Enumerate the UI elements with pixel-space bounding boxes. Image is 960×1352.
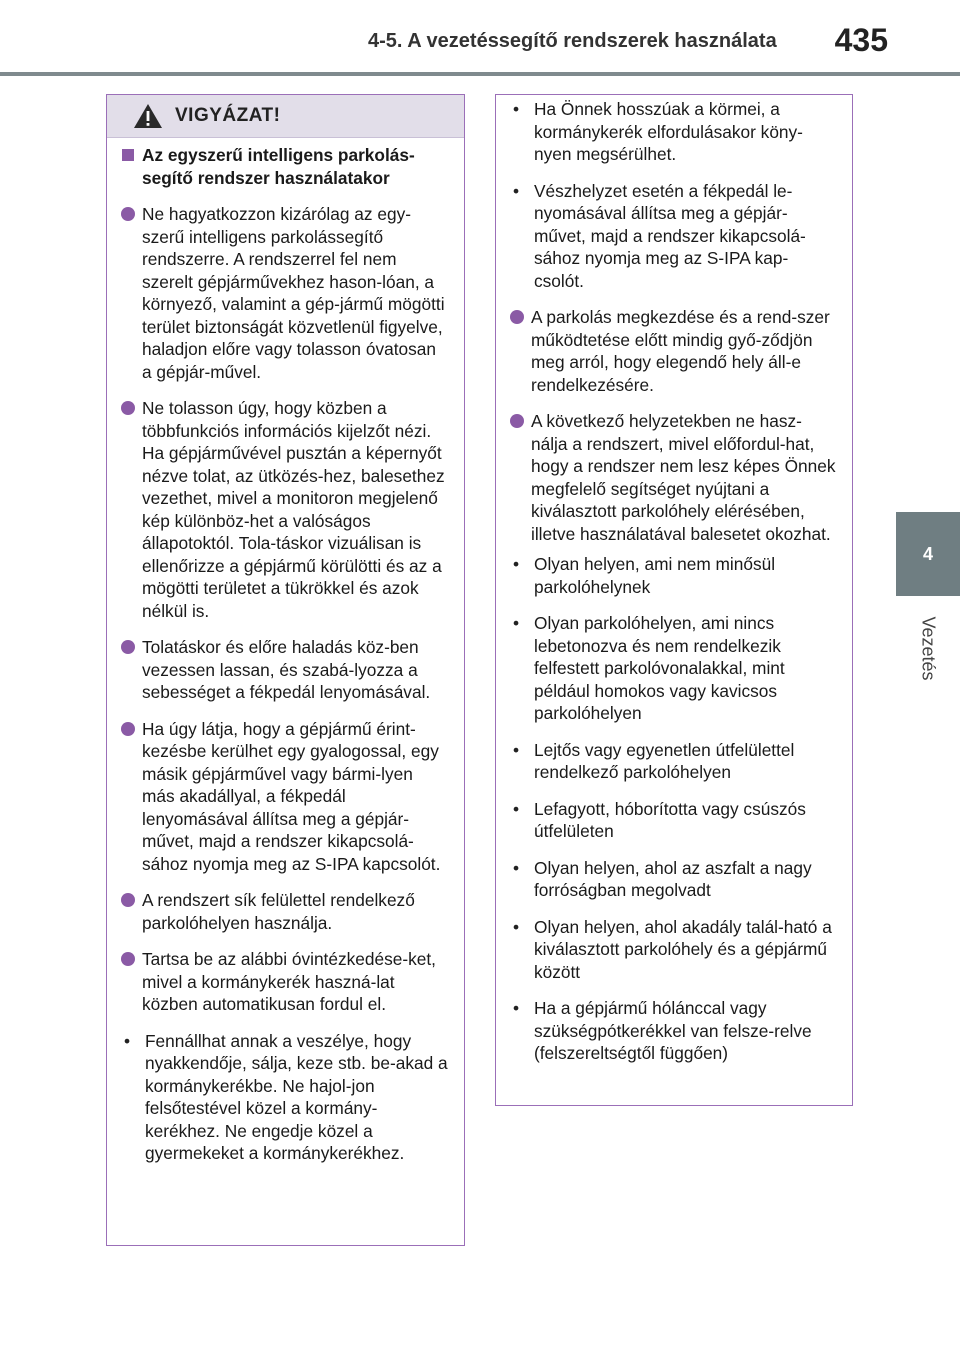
caution-content-left — [107, 138, 464, 1165]
bullet-icon: • — [124, 1030, 131, 1051]
list-item — [510, 306, 838, 396]
round-bullet-icon — [121, 640, 135, 654]
caution-box-continued — [495, 94, 853, 1106]
list-item — [121, 948, 450, 1016]
bullet-icon: • — [513, 613, 520, 633]
item-text: Olyan helyen, ahol akadály talál-ható a kiválasztott parkolóhely és a gépjármű között — [534, 916, 832, 982]
chapter-tab: 4 — [896, 512, 960, 596]
section-heading: Az egyszerű intelligens parkolás-segítő rendszer használatakor — [142, 145, 415, 188]
square-bullet-icon — [122, 149, 134, 161]
bullet-icon: • — [513, 554, 520, 574]
item-text: Ne tolasson úgy, hogy közben a többfunkciós információs kijelzőt nézi. Ha gépjárművével pusztán a képernyőt nézve tolat, az ütközés-hez, balesethez vezethet, mivel a monitoron megjelenő kép különböz-het a valóságos állapotoktól. Tola-táskor vizuálisan is ellenőrizze a gépjármű körülötti és az a mögötti területet a tükrökkel és azok nélkül is. — [142, 398, 445, 621]
list-item — [121, 718, 450, 876]
item-text: Olyan helyen, ahol az aszfalt a nagy forróságban megolvadt — [534, 857, 812, 900]
list-item — [510, 798, 838, 843]
bullet-icon: • — [513, 180, 520, 201]
page-number: 435 — [834, 22, 888, 58]
item-text: Olyan parkolóhelyen, ami nincs lebetonozva és nem rendelkezik felfestett parkolóvonalakkal, mint például homokos vagy kavicsos parkolóhelyen — [534, 613, 785, 723]
bullet-icon: • — [513, 798, 520, 819]
item-text: Fennállhat annak a veszélye, hogy nyakkendője, sálja, keze stb. be-akad a kormánykerékbe. Ne hajol-jon felsőtestével közel a kormány-kerékhez. Ne engedje közel a gyermekeket a kormánykerékhez. — [145, 1030, 448, 1163]
header-rule — [0, 72, 960, 76]
item-text: Olyan helyen, ami nem minősül parkolóhelynek — [534, 554, 776, 597]
item-text: A következő helyzetekben ne hasz-nálja a rendszert, mivel előfordul-hat, hogy a rendszer nem lesz képes Önnek megfelelő segítséget nyújtani a kiválasztott parkolóhely elérésében, illetve használatával balesetet okozhat. — [531, 411, 836, 544]
round-bullet-icon — [510, 310, 524, 324]
list-item — [510, 612, 838, 725]
caution-content-right — [496, 95, 852, 1065]
round-bullet-icon — [510, 414, 524, 428]
list-item — [510, 553, 838, 598]
caution-box — [106, 94, 465, 1246]
chapter-label: Vezetés — [918, 615, 939, 681]
item-text: Ha Önnek hosszúak a körmei, a kormánykerék elfordulásakor köny-nyen megsérülhet. — [534, 99, 803, 164]
round-bullet-icon — [121, 207, 135, 221]
list-item — [510, 857, 838, 902]
round-bullet-icon — [121, 401, 135, 415]
item-text: Lefagyott, hóborította vagy csúszós útfelületen — [534, 798, 806, 841]
list-item — [121, 397, 450, 622]
caution-header — [107, 95, 464, 138]
item-text: Tartsa be az alábbi óvintézkedése-ket, mivel a kormánykerék haszná-lat közben automatikusan fordul el. — [142, 949, 436, 1014]
item-text: Ha úgy látja, hogy a gépjármű érint-kezésbe kerülhet egy gyalogossal, egy másik gépjárművel vagy bármi-lyen más akadállyal, a fékpedál lenyomásával állítsa meg a gépjár-művet, majd a rendszer kikapcsolá-sához nyomja meg az S-IPA kapcsolót. — [142, 718, 441, 874]
list-item — [510, 410, 838, 545]
bullet-icon: • — [513, 99, 520, 119]
list-item — [510, 98, 838, 166]
list-item — [121, 889, 450, 934]
item-text: Ha a gépjármű hólánccal vagy szükségpótkerékkel van felsze-relve (felszereltségtől függően) — [534, 998, 812, 1063]
list-item — [510, 180, 838, 293]
round-bullet-icon — [121, 893, 135, 907]
item-text: A rendszert sík felülettel rendelkező parkolóhelyen használja. — [142, 890, 415, 933]
item-text: Ne hagyatkozzon kizárólag az egy-szerű intelligens parkolássegítő rendszerre. A rendszerrel fel nem szerelt gépjárművekhez hason-lóan, a környező, valamint a gép-jármű mögötti terület biztonságát közvetlenül figyelve, haladjon előre vagy tolasson óvatosan a gépjár-művel. — [142, 204, 445, 382]
list-item — [121, 203, 450, 383]
section-title: 4-5. A vezetéssegítő rendszerek használata — [368, 30, 777, 52]
round-bullet-icon — [121, 722, 135, 736]
bullet-icon: • — [513, 998, 520, 1018]
bullet-icon: • — [513, 916, 520, 937]
item-text: Tolatáskor és előre haladás köz-ben vezessen lassan, és szabá-lyozza a sebességet a fékpedál lenyomásával. — [142, 637, 431, 702]
bullet-icon: • — [513, 857, 520, 878]
caution-title: VIGYÁZAT! — [175, 105, 281, 126]
round-bullet-icon — [121, 952, 135, 966]
list-item — [510, 739, 838, 784]
bullet-icon: • — [513, 739, 520, 760]
list-item — [510, 997, 838, 1065]
list-item — [121, 144, 450, 189]
list-item — [121, 1030, 450, 1165]
list-item — [121, 636, 450, 704]
list-item — [510, 916, 838, 984]
warning-triangle-icon — [133, 103, 163, 129]
item-text: Lejtős vagy egyenetlen útfelülettel rendelkező parkolóhelyen — [534, 739, 795, 782]
item-text: A parkolás megkezdése és a rend-szer működtetése előtt mindig győ-ződjön meg arról, hogy elegendő hely áll-e rendelkezésére. — [531, 307, 830, 395]
item-text: Vészhelyzet esetén a fékpedál le-nyomásával állítsa meg a gépjár-művet, majd a rendszer kikapcsolá-sához nyomja meg az S-IPA kap-csolót. — [534, 180, 806, 291]
